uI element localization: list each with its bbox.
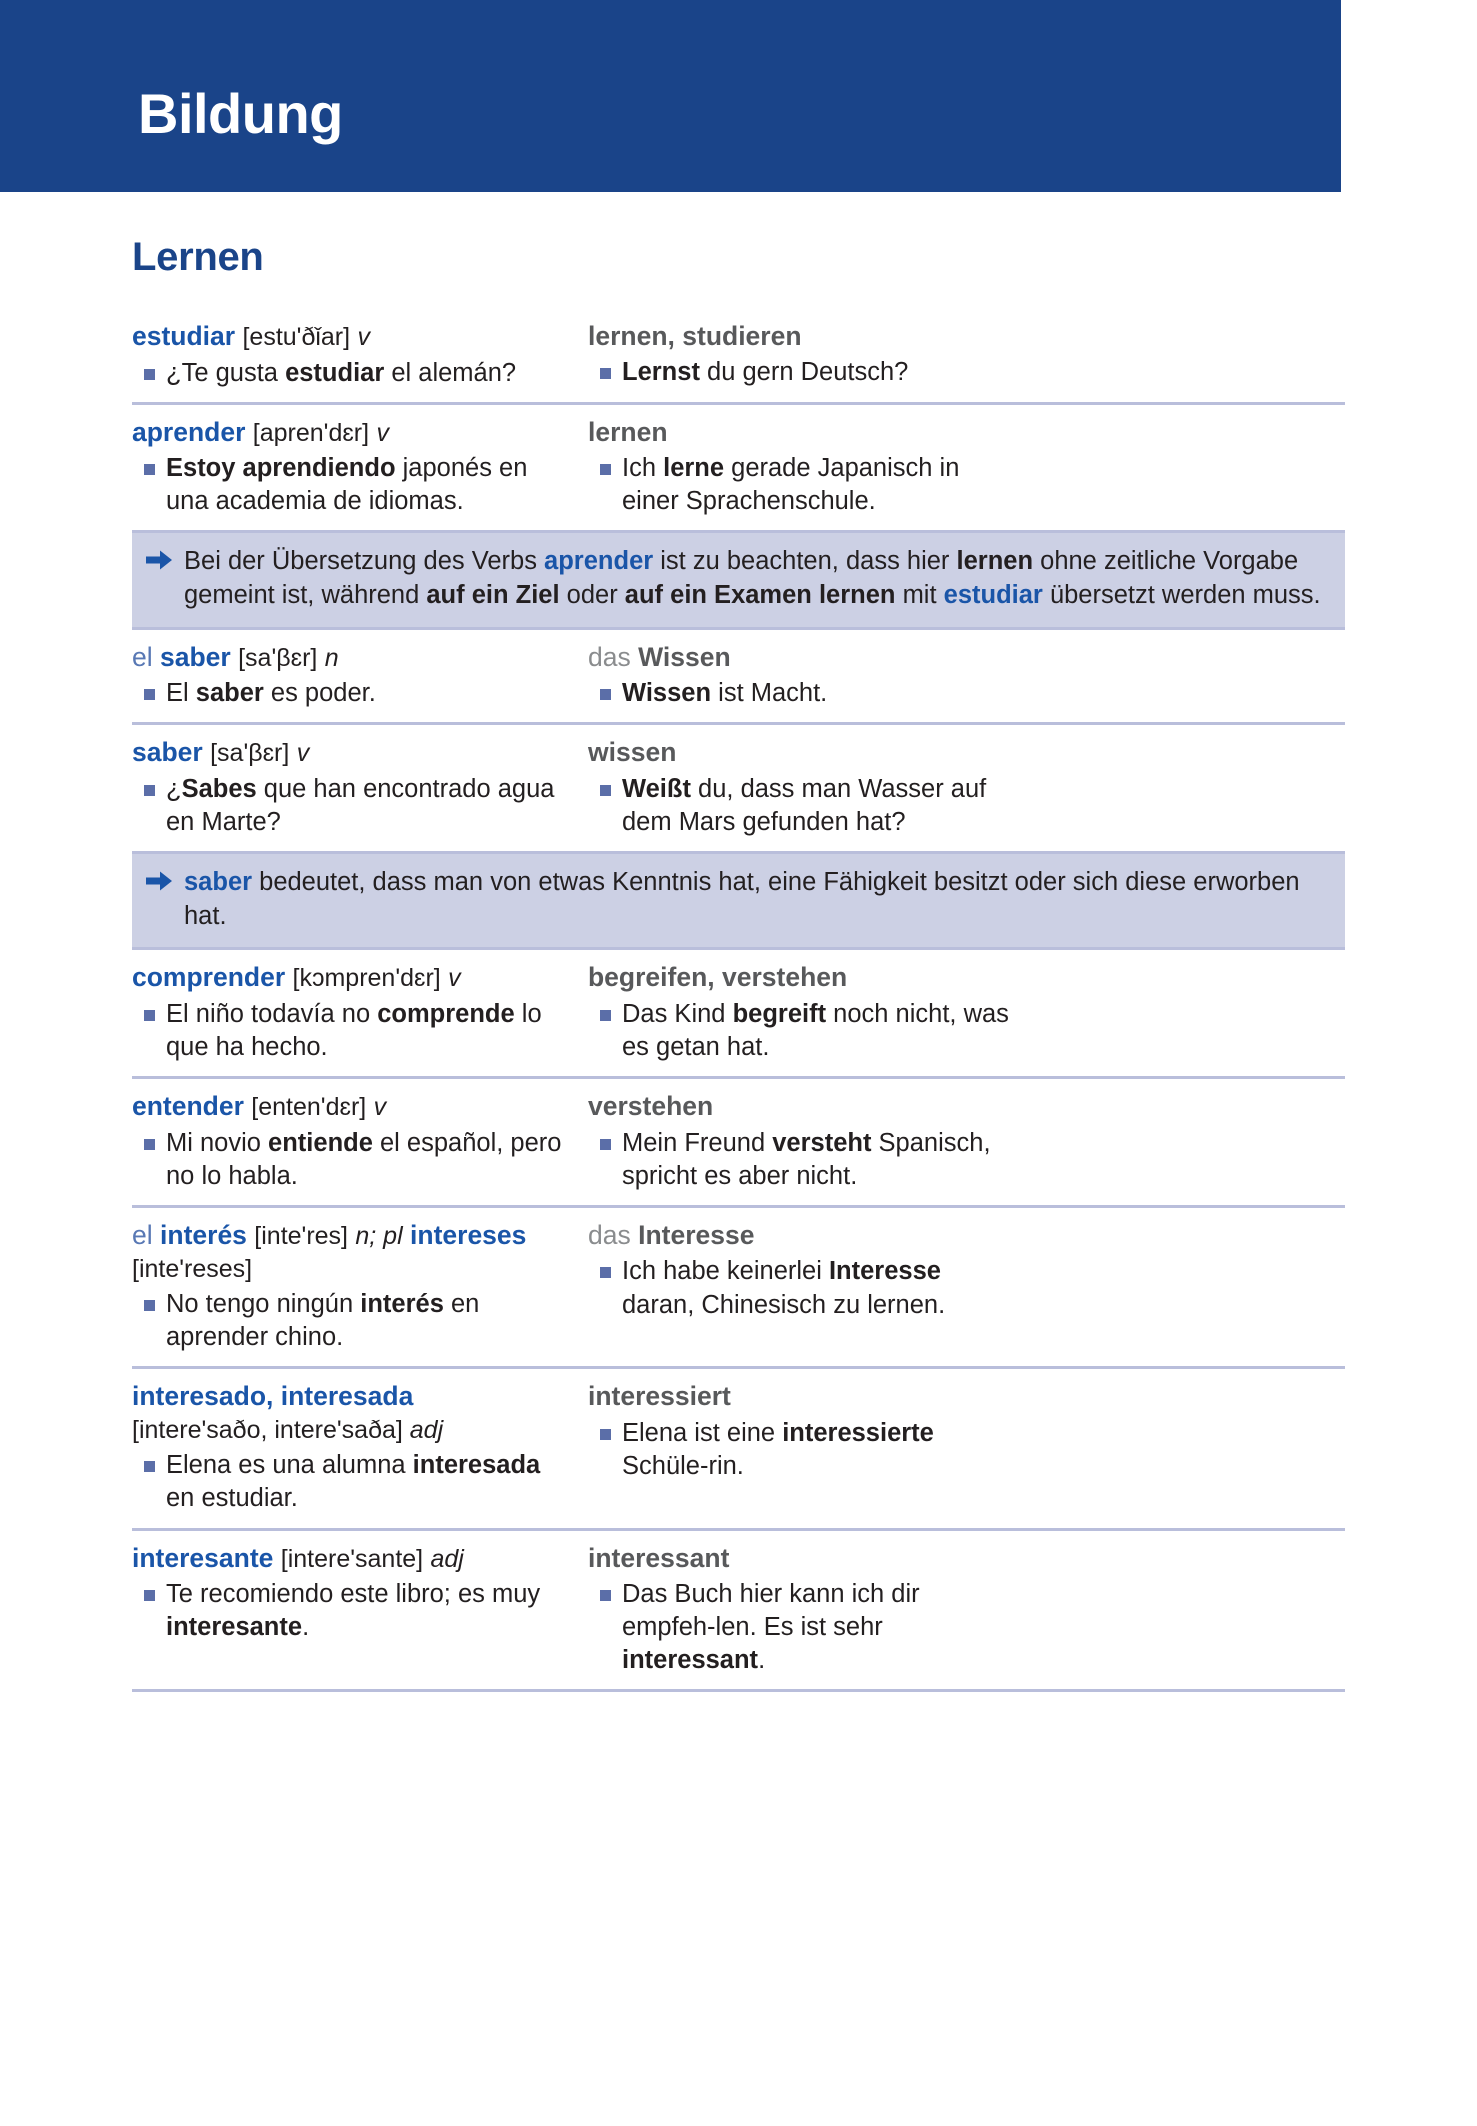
part-of-speech: n (324, 643, 339, 672)
ipa-transcription: [inte'res] (254, 1222, 348, 1251)
example-sentence: Ich habe keinerlei Interesse daran, Chinesisch zu lernen. (588, 1255, 1016, 1321)
spanish-column (132, 1218, 584, 1354)
ipa-transcription: [kɔmpren'dɛr] (292, 964, 441, 993)
headword-line (132, 960, 572, 995)
ipa-transcription: [sa'βɛr] (238, 643, 318, 672)
example-list (132, 452, 572, 518)
example-list (588, 452, 1016, 518)
spanish-column (132, 319, 584, 390)
german-article: das (588, 641, 631, 672)
german-headword: Wissen (638, 641, 731, 672)
german-column (584, 1541, 1016, 1678)
german-headword-line (588, 1379, 1016, 1413)
part-of-speech: v (357, 323, 370, 351)
headword-line (132, 735, 572, 770)
headword-line (132, 415, 572, 450)
german-headword: interessant (588, 1542, 730, 1573)
example-sentence: El saber es poder. (132, 677, 572, 710)
german-column (584, 319, 1016, 390)
german-headword-line (588, 415, 1016, 449)
german-headword-line (588, 960, 1016, 994)
german-column (584, 960, 1016, 1064)
dictionary-entry (132, 722, 1345, 851)
article: el (132, 1220, 153, 1251)
page-title: Bildung (138, 82, 343, 145)
headword: aprender (132, 416, 246, 447)
german-headword: lernen, studieren (588, 321, 802, 351)
dictionary-entry (132, 947, 1345, 1076)
spanish-column (132, 640, 584, 711)
ipa-transcription: [estu'ðǐar] (242, 323, 351, 351)
example-sentence: Mein Freund versteht Spanisch, spricht es aber nicht. (588, 1127, 1016, 1193)
dictionary-entry (132, 1528, 1345, 1690)
headword: comprender (132, 962, 286, 993)
example-list (132, 357, 572, 390)
dictionary-entry (132, 1366, 1345, 1527)
spanish-column (132, 1541, 584, 1678)
example-sentence: Das Kind begreift noch nicht, was es getan hat. (588, 998, 1016, 1064)
example-list (132, 1288, 572, 1354)
dictionary-entry (132, 1076, 1345, 1205)
example-list (588, 998, 1016, 1064)
german-headword: begreifen, verstehen (588, 962, 848, 993)
usage-note-text: saber bedeutet, dass man von etwas Kenntnis hat, eine Fähigkeit besitzt oder sich diese erworben hat. (184, 868, 1300, 930)
example-list (132, 998, 572, 1064)
example-sentence: No tengo ningún interés en aprender chino. (132, 1288, 572, 1354)
part-of-speech: adj (430, 1544, 464, 1573)
example-list (132, 1127, 572, 1193)
headword: interesante (132, 1542, 274, 1573)
german-headword-line (588, 1541, 1016, 1575)
spanish-column (132, 735, 584, 839)
example-list (588, 1255, 1016, 1321)
page-body (0, 192, 1477, 1692)
german-headword-line (588, 735, 1016, 769)
ipa-transcription: [sa'βɛr] (210, 739, 290, 768)
part-of-speech: n; pl (355, 1222, 403, 1251)
spanish-column (132, 415, 584, 519)
headword: saber (160, 641, 231, 672)
ipa-transcription: [intere'sante] (280, 1544, 424, 1573)
example-sentence: El niño todavía no comprende lo que ha hecho. (132, 998, 572, 1064)
page-header-banner (0, 0, 1341, 192)
example-sentence: Wissen ist Macht. (588, 677, 1016, 710)
example-sentence: Mi novio entiende el español, pero no lo habla. (132, 1127, 572, 1193)
example-sentence: Lernst du gern Deutsch? (588, 356, 1016, 389)
spanish-column (132, 960, 584, 1064)
spanish-column (132, 1089, 584, 1193)
german-headword-line (588, 1218, 1016, 1252)
headword-line (132, 640, 572, 675)
right-arrow-icon (146, 550, 172, 570)
closing-rule (132, 1689, 1345, 1692)
german-headword: verstehen (588, 1091, 714, 1122)
part-of-speech: v (376, 418, 389, 447)
german-headword: lernen (588, 416, 668, 447)
right-arrow-icon (146, 871, 172, 891)
example-list (132, 1578, 572, 1644)
headword-line (132, 1089, 572, 1124)
headword: estudiar (132, 321, 236, 351)
plural-form: intereses (410, 1220, 527, 1251)
example-sentence: ¿Sabes que han encontrado agua en Marte? (132, 773, 572, 839)
spanish-column (132, 1379, 584, 1515)
german-column (584, 640, 1016, 711)
german-headword-line (588, 319, 1016, 353)
example-list (588, 1417, 1016, 1483)
example-list (132, 773, 572, 839)
example-sentence: Ich lerne gerade Japanisch in einer Sprachenschule. (588, 452, 1016, 518)
german-article: das (588, 1220, 631, 1251)
usage-note (132, 530, 1345, 626)
example-sentence: ¿Te gusta estudiar el alemán? (132, 357, 572, 390)
dictionary-entry (132, 317, 1345, 402)
example-sentence: Das Buch hier kann ich dir empfeh-len. Es ist sehr interessant. (588, 1578, 1016, 1677)
example-sentence: Elena es una alumna interesada en estudiar. (132, 1449, 572, 1515)
article: el (132, 641, 153, 672)
ipa-transcription-continued: [inte'reses] (132, 1254, 253, 1283)
ipa-transcription-continued: [intere'saðo, intere'saða] adj (132, 1415, 444, 1444)
headword-line (132, 319, 572, 354)
dictionary-entry (132, 627, 1345, 723)
section-title: Lernen (132, 235, 264, 279)
example-list (132, 1449, 572, 1515)
part-of-speech: adj (409, 1415, 444, 1444)
example-list (588, 1127, 1016, 1193)
example-list (588, 356, 1016, 389)
german-column (584, 735, 1016, 839)
usage-note-text: Bei der Übersetzung des Verbs aprender ist zu beachten, dass hier lernen ohne zeitliche Vorgabe gemeint ist, während auf ein Ziel oder auf ein Examen lernen mit estudiar übersetzt werden muss. (184, 547, 1321, 610)
part-of-speech: v (296, 739, 310, 768)
dictionary-entry (132, 1205, 1345, 1366)
german-column (584, 1089, 1016, 1193)
ipa-transcription: [enten'dɛr] (251, 1093, 367, 1122)
german-headword-line (588, 1089, 1016, 1123)
dictionary-entry (132, 402, 1345, 531)
usage-note (132, 851, 1345, 947)
headword: entender (132, 1091, 244, 1122)
ipa-transcription: [apren'dɛr] (252, 418, 370, 447)
example-sentence: Estoy aprendiendo japonés en una academia de idiomas. (132, 452, 572, 518)
german-headword: interessiert (588, 1381, 731, 1412)
dictionary-entry-list (0, 317, 1477, 1689)
part-of-speech: v (448, 964, 461, 993)
german-headword: wissen (588, 737, 677, 768)
example-list (132, 677, 572, 710)
example-list (588, 1578, 1016, 1677)
headword: saber (132, 737, 203, 768)
german-column (584, 415, 1016, 519)
example-list (588, 773, 1016, 839)
example-sentence: Te recomiendo este libro; es muy interesante. (132, 1578, 572, 1644)
example-sentence: Weißt du, dass man Wasser auf dem Mars gefunden hat? (588, 773, 1016, 839)
headword: interesado, interesada (132, 1381, 414, 1412)
german-column (584, 1379, 1016, 1515)
example-sentence: Elena ist eine interessierte Schüle-rin. (588, 1417, 1016, 1483)
german-column (584, 1218, 1016, 1354)
german-headword: Interesse (638, 1220, 755, 1251)
headword-line (132, 1218, 572, 1253)
example-list (588, 677, 1016, 710)
headword-line (132, 1541, 572, 1576)
part-of-speech: v (373, 1093, 387, 1122)
headword: interés (160, 1220, 247, 1251)
headword-line (132, 1379, 572, 1413)
german-headword-line (588, 640, 1016, 674)
